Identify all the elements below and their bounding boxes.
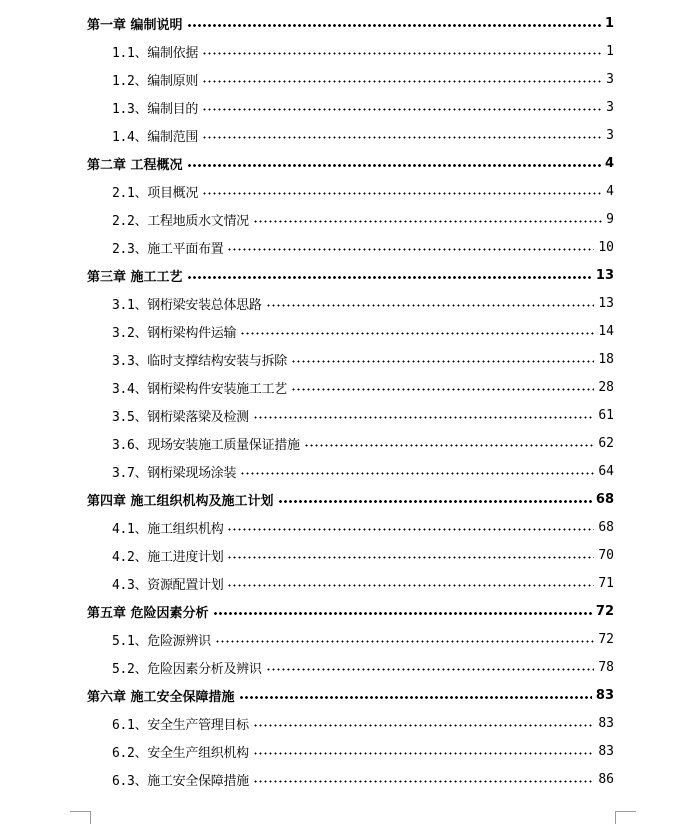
- toc-entry-page: 68: [595, 491, 614, 507]
- toc-entry-page: 18: [598, 351, 614, 367]
- toc-section-entry[interactable]: [0, 401, 698, 429]
- toc-entry-page: 3: [606, 99, 614, 115]
- dot-leader: [253, 412, 594, 422]
- toc-entry-title: 2.1、项目概况: [112, 185, 199, 201]
- toc-section-entry[interactable]: [0, 205, 698, 233]
- toc-entry-title: 3.1、钢桁梁安装总体思路: [112, 297, 262, 313]
- toc-entry-title: 1.2、编制原则: [112, 73, 199, 89]
- toc-entry-page: 3: [606, 127, 614, 143]
- toc-entry-title: 3.3、临时支撑结构安装与拆除: [112, 353, 287, 369]
- toc-chapter-entry[interactable]: [0, 681, 698, 709]
- dot-leader: [227, 244, 594, 254]
- toc-entry-title: 3.7、钢桁梁现场涂装: [112, 465, 237, 481]
- toc-entry-page: 9: [606, 211, 614, 227]
- toc-entry-title: 4.2、施工进度计划: [112, 549, 224, 565]
- dot-leader: [291, 384, 594, 394]
- toc-entry-page: 14: [598, 323, 614, 339]
- toc-section-entry[interactable]: [0, 233, 698, 261]
- dot-leader: [253, 720, 594, 730]
- toc-section-entry[interactable]: [0, 541, 698, 569]
- toc-entry-page: 3: [606, 71, 614, 87]
- toc-entry-page: 68: [598, 519, 614, 535]
- toc-entry-page: 62: [598, 435, 614, 451]
- toc-entry-page: 78: [598, 659, 614, 675]
- dot-leader: [253, 748, 594, 758]
- toc-section-entry[interactable]: [0, 569, 698, 597]
- toc-section-entry[interactable]: [0, 37, 698, 65]
- dot-leader: [187, 160, 601, 170]
- toc-entry-page: 4: [606, 183, 614, 199]
- toc-entry-page: 13: [595, 267, 614, 283]
- toc-entry-title: 3.6、现场安装施工质量保证措施: [112, 437, 300, 453]
- toc-section-entry[interactable]: [0, 709, 698, 737]
- toc-section-entry[interactable]: [0, 289, 698, 317]
- dot-leader: [202, 104, 602, 114]
- dot-leader: [227, 524, 594, 534]
- toc-section-entry[interactable]: [0, 429, 698, 457]
- toc-entry-title: 第三章 施工工艺: [87, 269, 183, 285]
- dot-leader: [187, 272, 592, 282]
- toc-entry-title: 第一章 编制说明: [87, 17, 183, 33]
- toc-entry-page: 86: [598, 771, 614, 787]
- toc-entry-page: 1: [606, 43, 614, 59]
- toc-section-entry[interactable]: [0, 121, 698, 149]
- dot-leader: [278, 496, 592, 506]
- toc-entry-title: 6.2、安全生产组织机构: [112, 745, 249, 761]
- toc-entry-page: 72: [595, 603, 614, 619]
- toc-entry-title: 第六章 施工安全保障措施: [87, 689, 235, 705]
- toc-entry-page: 1: [604, 15, 614, 31]
- dot-leader: [213, 608, 592, 618]
- toc-entry-title: 第四章 施工组织机构及施工计划: [87, 493, 274, 509]
- dot-leader: [202, 76, 602, 86]
- toc-section-entry[interactable]: [0, 317, 698, 345]
- toc-entry-title: 第五章 危险因素分析: [87, 605, 209, 621]
- dot-leader: [266, 664, 595, 674]
- dot-leader: [239, 692, 592, 702]
- toc-entry-title: 2.2、工程地质水文情况: [112, 213, 249, 229]
- dot-leader: [202, 132, 602, 142]
- toc-entry-title: 6.3、施工安全保障措施: [112, 773, 249, 789]
- toc-entry-title: 5.2、危险因素分析及辨识: [112, 661, 262, 677]
- toc-entry-page: 71: [598, 575, 614, 591]
- toc-entry-title: 1.1、编制依据: [112, 45, 199, 61]
- toc-entry-page: 61: [598, 407, 614, 423]
- toc-entry-title: 5.1、危险源辨识: [112, 633, 211, 649]
- toc-entry-page: 64: [598, 463, 614, 479]
- toc-entry-title: 4.1、施工组织机构: [112, 521, 224, 537]
- toc-entry-page: 28: [598, 379, 614, 395]
- toc-section-entry[interactable]: [0, 625, 698, 653]
- toc-chapter-entry[interactable]: [0, 485, 698, 513]
- toc-entry-title: 3.5、钢桁梁落梁及检测: [112, 409, 249, 425]
- toc-entry-title: 1.3、编制目的: [112, 101, 199, 117]
- dot-leader: [291, 356, 594, 366]
- toc-entry-page: 10: [598, 239, 614, 255]
- dot-leader: [227, 580, 594, 590]
- toc-section-entry[interactable]: [0, 457, 698, 485]
- dot-leader: [240, 468, 594, 478]
- toc-section-entry[interactable]: [0, 765, 698, 793]
- toc-chapter-entry[interactable]: [0, 9, 698, 37]
- toc-entry-title: 3.4、钢桁梁构件安装施工工艺: [112, 381, 287, 397]
- toc-chapter-entry[interactable]: [0, 149, 698, 177]
- dot-leader: [253, 776, 594, 786]
- toc-section-entry[interactable]: [0, 65, 698, 93]
- toc-entry-page: 13: [598, 295, 614, 311]
- toc-entry-title: 6.1、安全生产管理目标: [112, 717, 249, 733]
- dot-leader: [202, 188, 602, 198]
- toc-entry-title: 1.4、编制范围: [112, 129, 199, 145]
- toc-entry-title: 4.3、资源配置计划: [112, 577, 224, 593]
- toc-entry-page: 83: [598, 743, 614, 759]
- dot-leader: [215, 636, 595, 646]
- toc-section-entry[interactable]: [0, 93, 698, 121]
- toc-section-entry[interactable]: [0, 737, 698, 765]
- toc-entry-page: 70: [598, 547, 614, 563]
- dot-leader: [227, 552, 594, 562]
- toc-section-entry[interactable]: [0, 177, 698, 205]
- toc-section-entry[interactable]: [0, 373, 698, 401]
- toc-entry-page: 83: [595, 687, 614, 703]
- toc-chapter-entry[interactable]: [0, 597, 698, 625]
- dot-leader: [240, 328, 594, 338]
- dot-leader: [202, 48, 602, 58]
- toc-entry-page: 4: [604, 155, 614, 171]
- toc-entry-page: 83: [598, 715, 614, 731]
- toc-entry-title: 2.3、施工平面布置: [112, 241, 224, 257]
- dot-leader: [253, 216, 602, 226]
- toc-section-entry[interactable]: [0, 345, 698, 373]
- toc-section-entry[interactable]: [0, 653, 698, 681]
- toc-entry-page: 72: [598, 631, 614, 647]
- toc-section-entry[interactable]: [0, 513, 698, 541]
- page-corner-mark-right: [615, 811, 636, 824]
- dot-leader: [304, 440, 595, 450]
- toc-chapter-entry[interactable]: [0, 261, 698, 289]
- dot-leader: [187, 20, 601, 30]
- dot-leader: [266, 300, 595, 310]
- toc-entry-title: 3.2、钢桁梁构件运输: [112, 325, 237, 341]
- toc-entry-title: 第二章 工程概况: [87, 157, 183, 173]
- page-corner-mark-left: [70, 811, 91, 824]
